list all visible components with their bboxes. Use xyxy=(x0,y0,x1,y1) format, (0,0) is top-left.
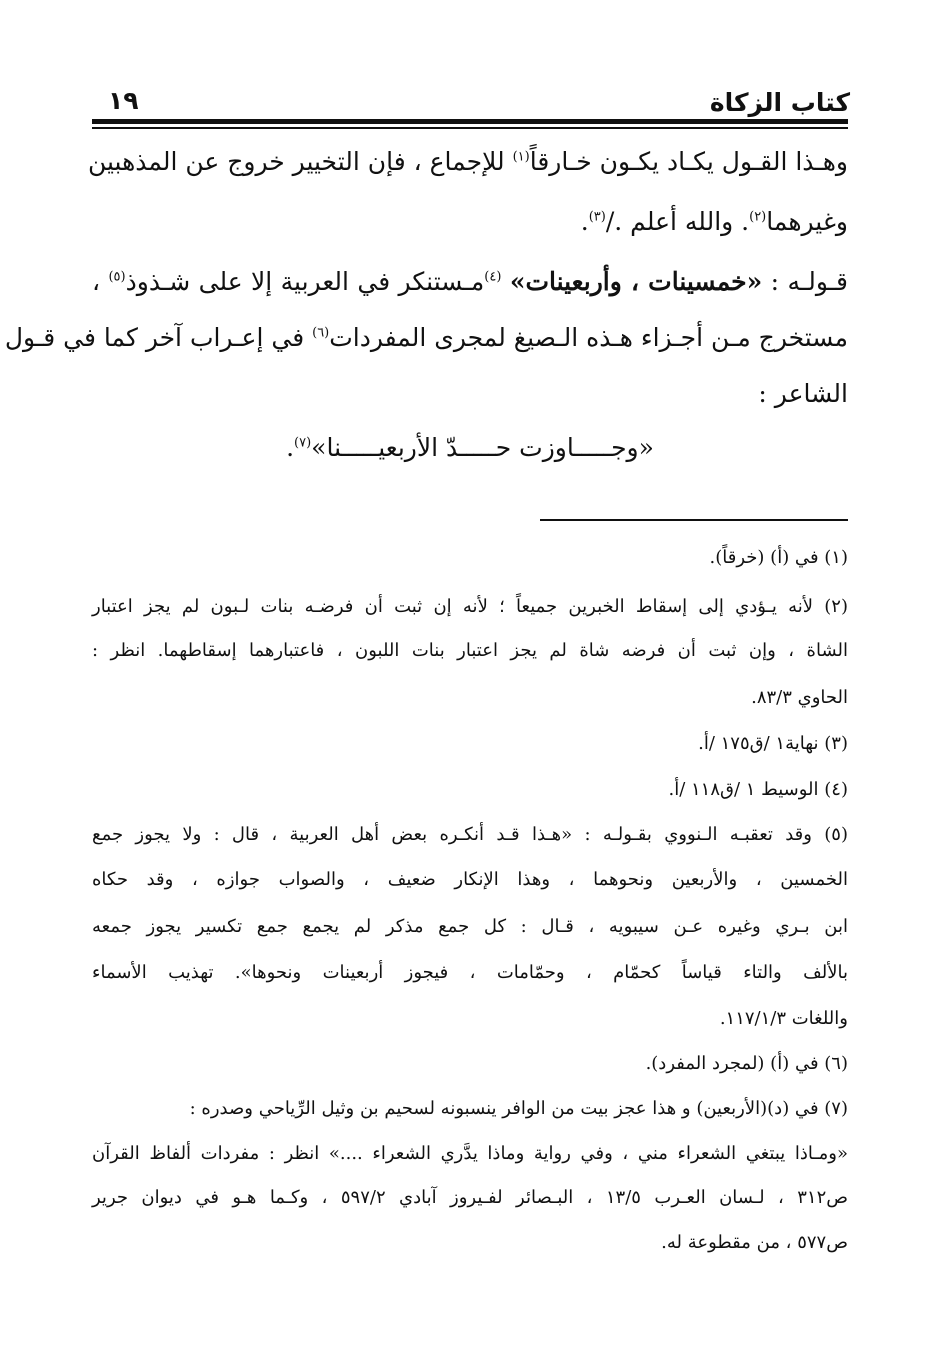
footnote-line: واللغات ١١٧/١/٣. xyxy=(719,1008,848,1029)
footnote-line: (١) في (أ) (خرقاً). xyxy=(709,547,848,568)
running-header-title: كتاب الزكاة xyxy=(709,88,850,117)
footnote-line: ص٥٧٧ ، من مقطوعة له. xyxy=(661,1232,848,1253)
main-line: وغيرهما$^{(٢)}$. والله أعلم ./$^{(٣)}$. xyxy=(580,207,848,236)
verse-quote: «وجـــــاوزت حـــــدّ الأربعيـــــنا»$^{(٧)}$. xyxy=(286,433,654,462)
main-line: قـولـه : «خمسينات ، وأربعينات» $^{(٤)}$مـستنكر في العربية إلا على شـذوذ$^{(٥)}$ ، xyxy=(92,267,849,296)
footnote-line: ص٣١٢ ، لـسان العـرب ١٣/٥ ، البـصائر لفـيروز آبادي ٥٩٧/٢ ، وكـما هـو في ديوان جرير xyxy=(92,1187,849,1208)
footnote-line: الحاوي ٨٣/٣. xyxy=(751,687,848,708)
main-line: الشاعر : xyxy=(758,379,848,408)
footnote-line: (٤) الوسيط ١ /ق١١٨ /أ. xyxy=(668,779,848,800)
header-rule-thin xyxy=(92,127,848,129)
footnote-line: (٥) وقد تعقبـه الـنووي بقـولـه : «هـذا قـد أنكـره بعض أهل العربية ، قال : ولا يجوز جمع xyxy=(92,824,848,845)
footnote-separator xyxy=(540,519,848,521)
footnote-line: ابن بـري وغيره عـن سيبويه ، قـال : كل جمع مذكر لم يجمع جمع تكسير يجوز جمعه xyxy=(92,916,848,937)
page-number: ١٩ xyxy=(108,86,139,115)
footnote-line: «ومـاذا يبتغي الشعراء مني ، وفي رواية وماذا يدَّري الشعراء ....» انظر : مفردات ألفاظ القرآن xyxy=(92,1143,848,1164)
footnote-line: الخمسين ، والأربعين ونحوهما ، وهذا الإنكار ضعيف ، والصواب جوازه ، وقد حكاه xyxy=(92,869,848,890)
footnote-line: (٢) لأنه يـؤدي إلى إسقاط الخبرين جميعاً ؛ لأنه إن ثبت أن فرضـه بنات لـبون لم يجز اعتبار xyxy=(92,596,848,617)
footnote-line: بالألف والتاء قياساً كحمّام ، وحمّامات ، فيجوز أربعينات ونحوها». تهذيب الأسماء xyxy=(92,962,848,983)
header-rule-thick xyxy=(92,119,848,124)
main-line: مستخرج مـن أجـزاء هـذه الـصيغ لمجرى المفردات$^{(٦)}$ في إعـراب آخر كما في قـول xyxy=(4,323,848,352)
main-line: وهـذا القـول يكـاد يكـون خـارقاً$^{(١)}$ للإجماع ، فإن التخيير خروج عن المذهبين xyxy=(87,147,848,176)
footnote-line: (٦) في (أ) (لمجرد المفرد). xyxy=(645,1053,848,1074)
footnote-line: الشاة ، وإن ثبت أن فرضه شاة لم يجز اعتبار بنات اللبون ، فاعتبارهما إسقاطهما. انظر : xyxy=(92,640,848,661)
footnote-line: (٧) في (د)(الأربعين) و هذا عجز بيت من الوافر ينسبونه لسحيم بن وثيل الرِّياحي وصدره : xyxy=(189,1098,848,1119)
footnote-line: (٣) نهاية١ /ق١٧٥ /أ. xyxy=(698,733,848,754)
